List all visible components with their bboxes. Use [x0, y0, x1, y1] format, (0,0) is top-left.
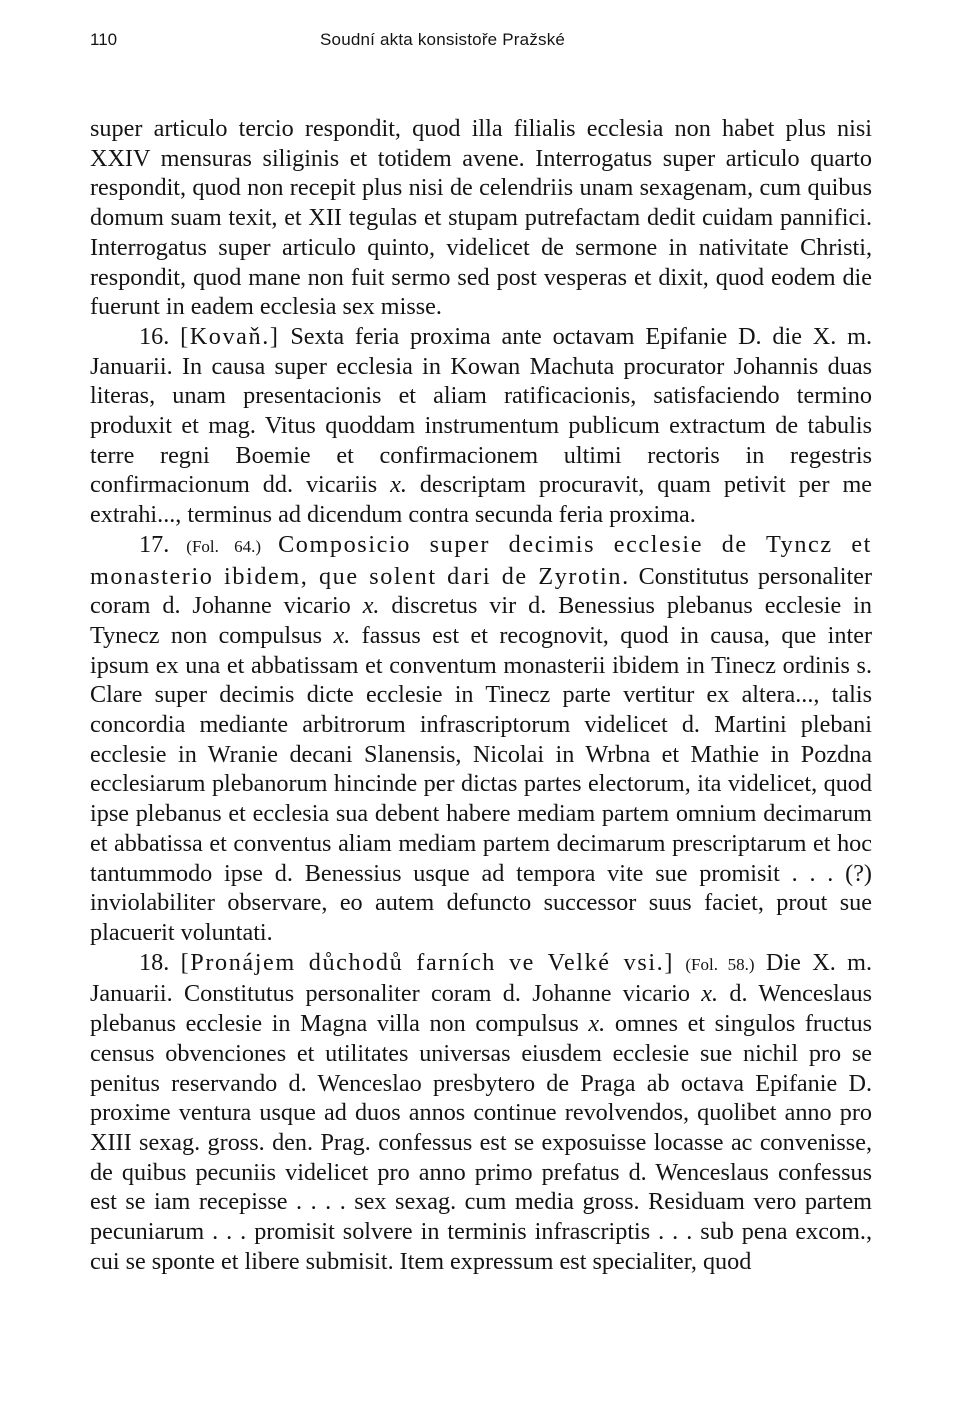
entry-heading: [Kovaň.] [180, 322, 280, 350]
entry-text: descriptam procuravit, quam petivit per me extrahi..., terminus ad dicendum contra secunda feria proxima. [90, 471, 872, 529]
running-head [90, 30, 872, 64]
page-number: 110 [90, 30, 118, 49]
abbreviation-mark: x. [701, 980, 719, 1008]
entry-heading: Composicio super decimis ecclesie de Tyncz et monasterio ibidem, que solent dari de Zyrotin. [90, 530, 873, 590]
abbreviation-mark: x. [390, 471, 407, 499]
folio-reference: (Fol. 64.) [186, 536, 262, 556]
entry-number: 18. [139, 948, 170, 976]
abbreviation-mark: x. [588, 1010, 606, 1038]
entry-text: Constitutus personaliter coram d. Johanne vicario [90, 562, 873, 620]
entry-text: d. Wenceslaus plebanus ecclesie in Magna villa non compulsus [90, 980, 873, 1038]
entry-number: 16. [139, 322, 170, 350]
paragraph-text: super articulo tercio respondit, quod illa filialis ecclesia non habet plus nisi XXIV mensuras siliginis et totidem avene. Interrogatus super articulo quarto respondit, quod non recepit plus nisi de celendriis unam sexagenam, cum quibus domum suam texit, et XII tegulas et stupam putrefactam dedit cuidam pannifici. Interrogatus super articulo quinto, videlicet de sermone in nativitate Christi, respondit, quod mane non fuit sermo sed post vesperas et dixit, quod eodem die fuerunt in eadem ecclesia sex misse. [90, 115, 872, 321]
entry-text: fassus est et recognovit, quod in causa, que inter ipsum ex una et abbatissam et conventum monasterii ibidem in Tinecz ordinis s. Clare super decimis dicte ecclesie in Tinecz parte vertitur ex altera..., talis concordia mediante arbitrorum infrascriptorum videlicet d. Martini plebani ecclesie in Wranie decani Slanensis, Nicolai in Wrbna et Mathie in Pozdna ecclesiarum plebanorum hincinde per dictas partes electorum, ita videlicet, quod ipse plebanus et ecclesia sua debent habere mediam partem omnium decimarum et abbatissa et conventus aliam mediam partem decimarum prescriptarum et hoc tantummodo ipse d. Benessius usque ad tempora vite sue promisit . . . (?) inviolabiliter observare, eo autem defuncto successor suus faciet, prout sue placuerit voluntati. [90, 621, 873, 946]
entry-number: 17. [139, 530, 170, 558]
running-title: Soudní akta konsistoře Pražské [320, 30, 566, 49]
entry-text: discretus vir d. Benessius plebanus ecclesie in Tynecz non compulsus [90, 592, 872, 649]
entry-text: Sexta feria proxima ante octavam Epifanie D. die X. m. Januarii. In causa super ecclesia in Kowan Machuta procurator Johannis duas literas, unam presentacionis et aliam ratificacionis, satisfaciendo termino produxit et mag. Vitus quoddam instrumentum publicum extractum de tabulis terre regni Boemie et confirmacionem ultimi rectoris in regestris confirmacionum dd. vicariis [90, 322, 872, 499]
body-text [90, 114, 872, 1276]
entry-heading: [Pronájem důchodů farních ve Velké vsi.] [180, 948, 674, 976]
abbreviation-mark: x. [333, 621, 351, 649]
entry-17 [90, 530, 872, 948]
entry-text: omnes et singulos fructus census obvenciones et utilitates universas eiusdem ecclesie sue nichil pro se penitus reservando d. Wenceslao presbytero de Praga ab octava Epifanie D. proxime ventura usque ad duos annos continue revolvendos, quolibet anno pro XIII sexag. gross. den. Prag. confessus est se exposuisse locasse ac convenisse, de quibus pecuniis videlicet pro anno primo prefatus d. Wenceslaus confessus est se iam recepisse . . . . sex sexag. cum media gross. Residuam vero partem pecuniarum . . . promisit solvere in terminis infrascriptis . . . sub pena excom., cui se sponte et libere submisit. Item expressum est specialiter, quod [90, 1010, 873, 1275]
entry-text: Die X. m. Januarii. Constitutus personaliter coram d. Johanne vicario [90, 948, 873, 1008]
abbreviation-mark: x. [362, 592, 380, 620]
paragraph-continuation [90, 114, 872, 322]
entry-16 [90, 322, 872, 530]
entry-18 [90, 948, 872, 1277]
folio-reference: (Fol. 58.) [685, 954, 755, 974]
